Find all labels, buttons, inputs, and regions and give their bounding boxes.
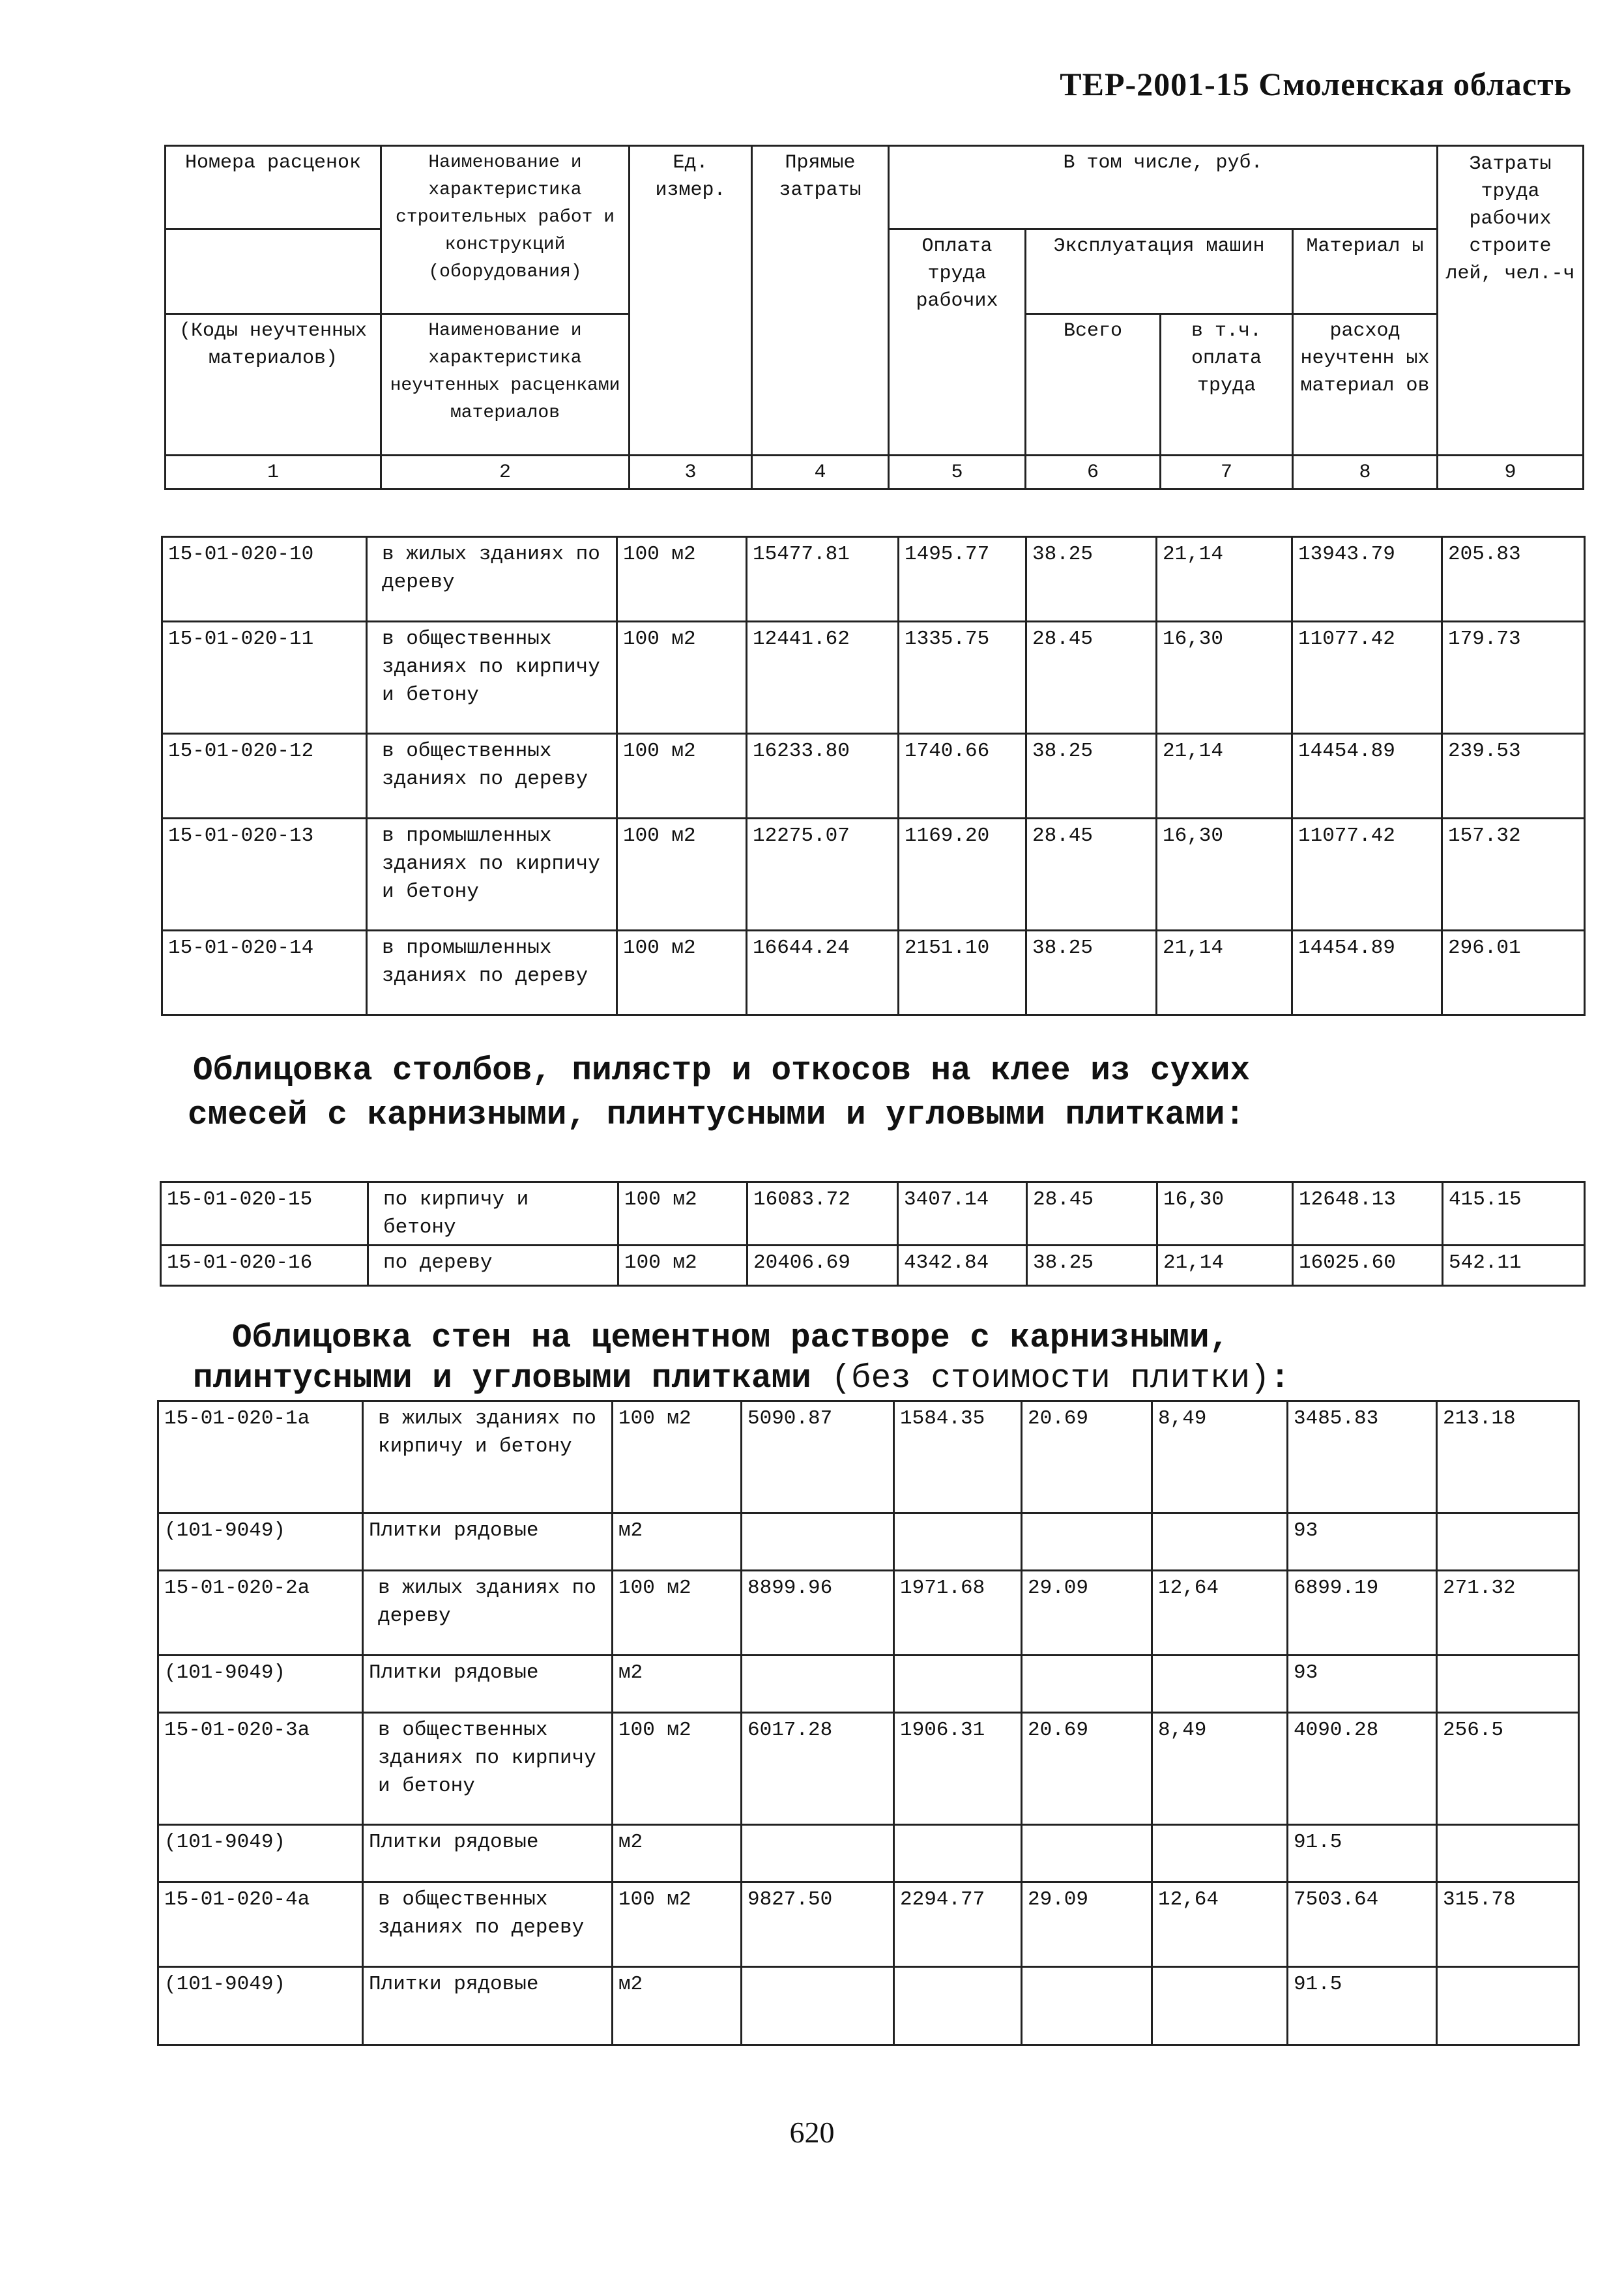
column-number: 4 [752,456,889,489]
rate-code-cell: 15-01-020-2а [158,1571,363,1656]
machines-labor-cell [1152,1513,1288,1571]
machines-labor-cell: 21,14 [1157,1246,1293,1286]
machines-labor-cell [1152,1825,1288,1882]
table-row [161,1246,1585,1286]
direct-costs-cell: 8899.96 [742,1571,894,1656]
table-row [158,1713,1579,1825]
machines-total-cell: 28.45 [1026,622,1157,734]
materials-cell: 3485.83 [1288,1401,1437,1513]
rate-code-cell: (101-9049) [158,1825,363,1882]
rate-code-cell: 15-01-020-16 [161,1246,368,1286]
labor-pay-cell: 1906.31 [894,1713,1022,1825]
rate-code-cell: 15-01-020-13 [162,819,367,931]
rate-code-cell: 15-01-020-14 [162,931,367,1015]
section-title-pillars [188,1049,1251,1138]
labor-hours-cell: 256.5 [1437,1713,1579,1825]
unit-cell: 100 м2 [618,1246,747,1286]
column-header-table [164,145,1584,490]
column-number: 2 [381,456,630,489]
materials-cell: 6899.19 [1288,1571,1437,1656]
labor-pay-cell [894,1656,1022,1713]
labor-hours-cell [1437,1513,1579,1571]
rate-code-cell: 15-01-020-12 [162,734,367,819]
work-name-cell: в жилых зданиях по дереву [367,537,617,622]
header-including-group: В том числе, руб. [889,146,1438,229]
column-number: 8 [1293,456,1438,489]
work-name-cell: в общественных зданиях по кирпичу и бетону [363,1713,613,1825]
machines-total-cell [1022,1656,1152,1713]
materials-cell: 14454.89 [1292,734,1442,819]
machines-labor-cell: 16,30 [1157,819,1292,931]
header-machines-labor: в т.ч. оплата труда [1161,314,1293,456]
work-name-cell: в общественных зданиях по дереву [367,734,617,819]
direct-costs-cell: 15477.81 [747,537,899,622]
materials-cell: 12648.13 [1293,1182,1443,1246]
labor-pay-cell [894,1825,1022,1882]
materials-cell: 91.5 [1288,1967,1437,2045]
rate-code-cell: 15-01-020-11 [162,622,367,734]
labor-hours-cell: 179.73 [1442,622,1585,734]
direct-costs-cell [742,1967,894,2045]
table-row [162,819,1585,931]
table-row [158,1882,1579,1967]
labor-pay-cell: 1740.66 [899,734,1026,819]
table-row [158,1513,1579,1571]
labor-pay-cell: 2294.77 [894,1882,1022,1967]
table-row [162,931,1585,1015]
machines-labor-cell [1152,1967,1288,2045]
labor-pay-cell: 2151.10 [899,931,1026,1015]
machines-labor-cell: 8,49 [1152,1713,1288,1825]
machines-total-cell [1022,1825,1152,1882]
table-row [162,622,1585,734]
direct-costs-cell: 16233.80 [747,734,899,819]
section-title-line: Облицовка стен на цементном растворе с карнизными, [232,1320,1230,1357]
machines-total-cell [1022,1967,1152,2045]
direct-costs-cell: 12441.62 [747,622,899,734]
machines-total-cell: 38.25 [1027,1246,1157,1286]
rates-table-3 [157,1400,1580,2046]
header-unit: Ед. измер. [630,146,752,456]
materials-cell: 13943.79 [1292,537,1442,622]
direct-costs-cell: 16083.72 [747,1182,898,1246]
labor-pay-cell [894,1513,1022,1571]
table-row [162,734,1585,819]
labor-hours-cell [1437,1967,1579,2045]
machines-labor-cell: 16,30 [1157,1182,1293,1246]
labor-hours-cell: 415.15 [1443,1182,1585,1246]
rates-table-2 [160,1181,1586,1287]
header-direct-costs: Прямые затраты [752,146,889,456]
labor-pay-cell: 3407.14 [898,1182,1027,1246]
materials-cell: 4090.28 [1288,1713,1437,1825]
machines-total-cell: 28.45 [1026,819,1157,931]
unit-cell: 100 м2 [613,1401,742,1513]
header-machines: Эксплуатация машин [1026,229,1293,314]
header-labor-pay: Оплата труда рабочих [889,229,1026,456]
rate-code-cell: (101-9049) [158,1513,363,1571]
column-number: 6 [1026,456,1161,489]
materials-cell: 11077.42 [1292,819,1442,931]
unit-cell: м2 [613,1967,742,2045]
table-row [158,1967,1579,2045]
section-title-walls [193,1317,1290,1397]
rates-table-1 [161,536,1586,1016]
work-name-cell: в промышленных зданиях по дереву [367,931,617,1015]
column-number: 7 [1161,456,1293,489]
labor-hours-cell: 239.53 [1442,734,1585,819]
header-labor-hours: Затраты труда рабочих строите лей, чел.-ч [1438,146,1584,456]
labor-pay-cell [894,1967,1022,2045]
direct-costs-cell [742,1513,894,1571]
labor-hours-cell: 205.83 [1442,537,1585,622]
unit-cell: 100 м2 [617,931,747,1015]
page-number: 620 [789,2116,835,2149]
machines-labor-cell: 12,64 [1152,1882,1288,1967]
direct-costs-cell: 20406.69 [747,1246,898,1286]
materials-cell: 11077.42 [1292,622,1442,734]
machines-labor-cell: 21,14 [1157,931,1292,1015]
work-name-cell: по кирпичу и бетону [368,1182,618,1246]
machines-total-cell: 38.25 [1026,931,1157,1015]
table-row [158,1656,1579,1713]
unit-cell: 100 м2 [617,734,747,819]
table-row [158,1401,1579,1513]
machines-total-cell: 38.25 [1026,537,1157,622]
header-material-name: Наименование и характеристика неучтенных расценками материалов [381,314,630,456]
labor-hours-cell: 542.11 [1443,1246,1585,1286]
column-number: 9 [1438,456,1584,489]
section-title-line: смесей с карнизными, плинтусными и угловыми плитками: [188,1097,1245,1134]
header-work-name: Наименование и характеристика строительных работ и конструкций (оборудования) [381,146,630,314]
work-name-cell: в жилых зданиях по кирпичу и бетону [363,1401,613,1513]
labor-pay-cell: 1169.20 [899,819,1026,931]
labor-hours-cell: 296.01 [1442,931,1585,1015]
work-name-cell: Плитки рядовые [363,1967,613,2045]
rate-code-cell: 15-01-020-4а [158,1882,363,1967]
materials-cell: 7503.64 [1288,1882,1437,1967]
header-machines-total: Всего [1026,314,1161,456]
unit-cell: м2 [613,1825,742,1882]
section-title-line: Облицовка столбов, пилястр и откосов на клее из сухих [193,1053,1251,1090]
direct-costs-cell [742,1656,894,1713]
work-name-cell: Плитки рядовые [363,1825,613,1882]
rate-code-cell: 15-01-020-15 [161,1182,368,1246]
unit-cell: 100 м2 [613,1882,742,1967]
rate-code-cell: 15-01-020-1а [158,1401,363,1513]
direct-costs-cell: 12275.07 [747,819,899,931]
labor-hours-cell [1437,1825,1579,1882]
header-materials: Материал ы [1293,229,1438,314]
direct-costs-cell: 6017.28 [742,1713,894,1825]
table-row [161,1182,1585,1246]
rate-code-cell: (101-9049) [158,1656,363,1713]
machines-labor-cell: 12,64 [1152,1571,1288,1656]
direct-costs-cell: 16644.24 [747,931,899,1015]
machines-total-cell: 20.69 [1022,1713,1152,1825]
machines-total-cell: 28.45 [1027,1182,1157,1246]
unit-cell: 100 м2 [617,622,747,734]
materials-cell: 16025.60 [1293,1246,1443,1286]
machines-total-cell [1022,1513,1152,1571]
work-name-cell: в жилых зданиях по дереву [363,1571,613,1656]
table-row [158,1571,1579,1656]
column-number: 3 [630,456,752,489]
section-title-bold: плинтусными и угловыми плитками [193,1360,811,1397]
direct-costs-cell: 9827.50 [742,1882,894,1967]
machines-total-cell: 29.09 [1022,1571,1152,1656]
machines-labor-cell: 21,14 [1157,537,1292,622]
machines-total-cell: 20.69 [1022,1401,1152,1513]
work-name-cell: Плитки рядовые [363,1656,613,1713]
work-name-cell: по дереву [368,1246,618,1286]
labor-hours-cell [1437,1656,1579,1713]
table-row [158,1825,1579,1882]
column-number: 1 [166,456,381,489]
machines-labor-cell: 21,14 [1157,734,1292,819]
machines-labor-cell: 16,30 [1157,622,1292,734]
labor-hours-cell: 271.32 [1437,1571,1579,1656]
rate-code-cell: 15-01-020-10 [162,537,367,622]
unit-cell: 100 м2 [613,1571,742,1656]
rate-code-cell: 15-01-020-3а [158,1713,363,1825]
materials-cell: 93 [1288,1513,1437,1571]
column-number: 5 [889,456,1026,489]
unit-cell: 100 м2 [617,819,747,931]
section-title-line [193,1361,1290,1397]
page-header: ТЕР-2001-15 Смоленская область [1060,66,1572,102]
rate-code-cell: (101-9049) [158,1967,363,2045]
work-name-cell: в общественных зданиях по дереву [363,1882,613,1967]
labor-pay-cell: 1335.75 [899,622,1026,734]
section-title-note: (без стоимости плитки) [811,1360,1270,1397]
table-row [162,537,1585,622]
unit-cell: 100 м2 [617,537,747,622]
labor-pay-cell: 1971.68 [894,1571,1022,1656]
unit-cell: 100 м2 [613,1713,742,1825]
header-rate-numbers: Номера расценок [166,146,381,229]
machines-total-cell: 29.09 [1022,1882,1152,1967]
labor-pay-cell: 1584.35 [894,1401,1022,1513]
labor-hours-cell: 213.18 [1437,1401,1579,1513]
labor-hours-cell: 315.78 [1437,1882,1579,1967]
section-title-colon: : [1269,1360,1290,1397]
materials-cell: 93 [1288,1656,1437,1713]
labor-pay-cell: 1495.77 [899,537,1026,622]
unit-cell: м2 [613,1513,742,1571]
unit-cell: м2 [613,1656,742,1713]
work-name-cell: Плитки рядовые [363,1513,613,1571]
machines-labor-cell: 8,49 [1152,1401,1288,1513]
materials-cell: 14454.89 [1292,931,1442,1015]
work-name-cell: в промышленных зданиях по кирпичу и бетону [367,819,617,931]
machines-labor-cell [1152,1656,1288,1713]
labor-pay-cell: 4342.84 [898,1246,1027,1286]
direct-costs-cell: 5090.87 [742,1401,894,1513]
unit-cell: 100 м2 [618,1182,747,1246]
labor-hours-cell: 157.32 [1442,819,1585,931]
direct-costs-cell [742,1825,894,1882]
machines-total-cell: 38.25 [1026,734,1157,819]
header-material-consumption: расход неучтенн ых материал ов [1293,314,1438,456]
header-material-codes: (Коды неучтенных материалов) [166,314,381,456]
work-name-cell: в общественных зданиях по кирпичу и бетону [367,622,617,734]
header-empty-cell [166,229,381,314]
materials-cell: 91.5 [1288,1825,1437,1882]
